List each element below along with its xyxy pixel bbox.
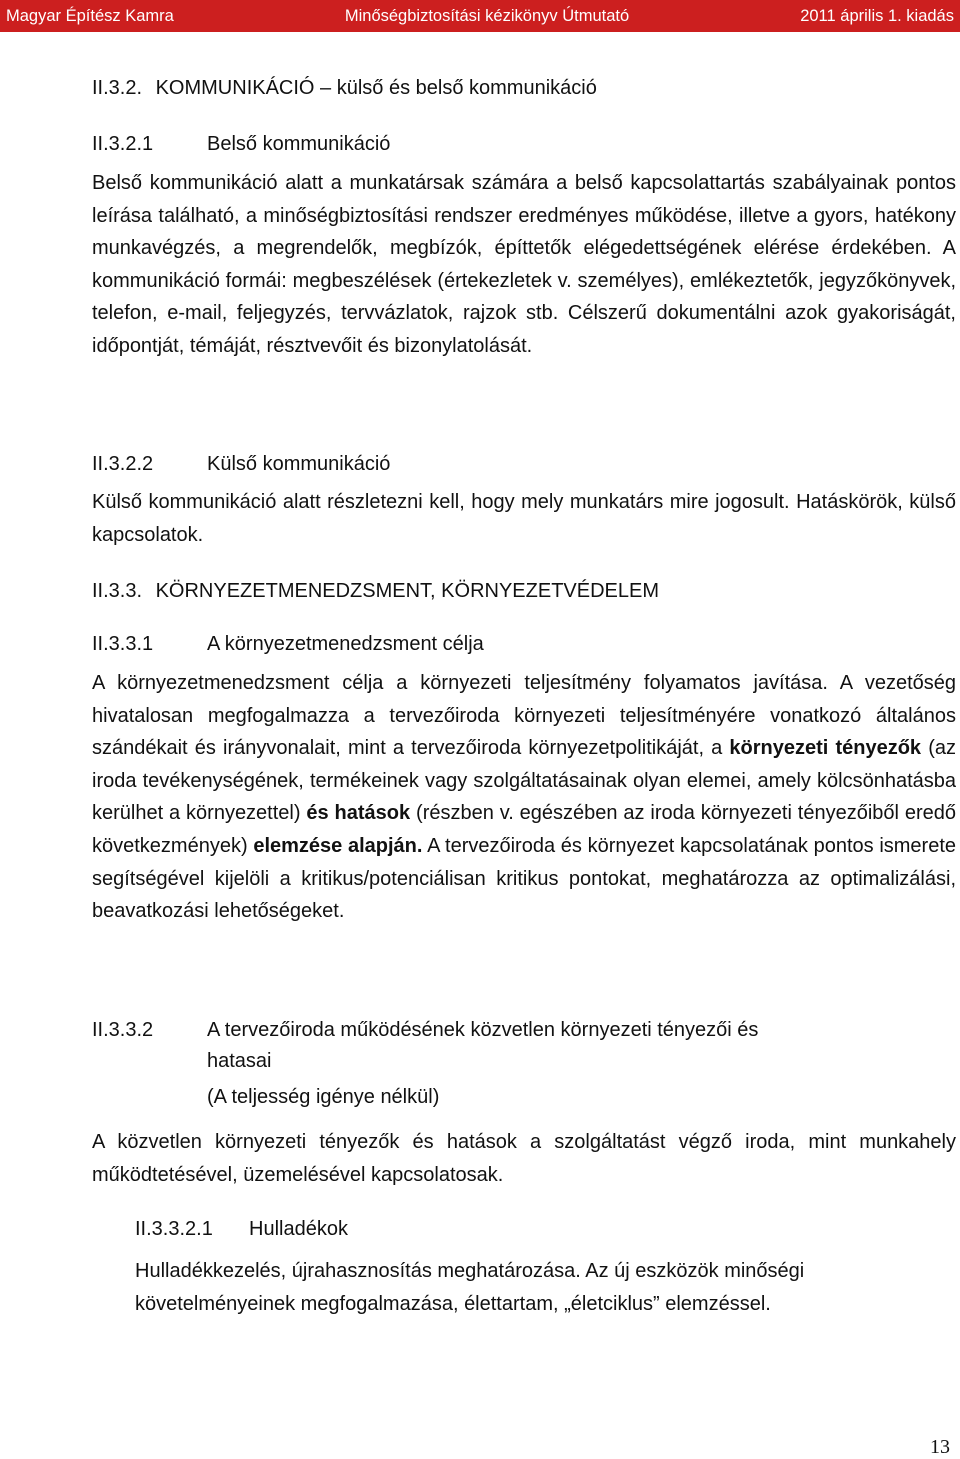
paragraph-kozvetlen-tenyezok: A közvetlen környezeti tényezők és hatások a szolgáltatást végző iroda, mint munkahely működtetésével, üzemelésével kapcsolatosak. bbox=[92, 1131, 956, 1186]
header-document-title: Minőségbiztosítási kézikönyv Útmutató bbox=[344, 6, 630, 25]
page-header bbox=[0, 0, 960, 32]
text-run: (részben v. egészében az iroda környezeti tényezőiből eredő következmények) bbox=[92, 802, 957, 857]
subsection-title-line1: A tervezőiroda működésének közvetlen környezeti tényezői és bbox=[207, 1019, 759, 1041]
bold-term: és hatások bbox=[306, 802, 411, 825]
subsection-number: II.3.2.2 bbox=[92, 453, 154, 475]
section-number: II.3.3. bbox=[92, 580, 143, 602]
section-title: KOMMUNIKÁCIÓ – külső és belső kommunikáció bbox=[155, 77, 597, 99]
text-run: (az iroda tevékenységének, termékeinek vagy szolgáltatásainak olyan elemei, amely kölcsönhatásba kerülhet a környezettel) bbox=[92, 737, 956, 825]
page-number: 13 bbox=[930, 1436, 950, 1458]
paragraph-kornyezetmenedzsment-celja bbox=[92, 667, 956, 928]
subsection-title-line2: hatasai bbox=[207, 1050, 272, 1072]
section-number: II.3.2. bbox=[92, 77, 143, 99]
bold-term: környezeti tényezők bbox=[729, 737, 922, 760]
subsection-note: (A teljesség igénye nélkül) bbox=[207, 1086, 440, 1108]
subsection-title-hulladekok: Hulladékok bbox=[249, 1218, 348, 1240]
paragraph-belso-kommunikacio: Belső kommunikáció alatt a munkatársak számára a belső kapcsolattartás szabályainak pontos leírása található, a minőségbiztosítási rendszer eredményes működése, illetve a gyors, hatékony munkavégzés, a megrendelők, megbízók, építtetők elégedettségének elérése érdekében. A kommunikáció formái: megbeszélések (értekezletek v. személyes), emlékeztetők, jegyzőkönyvek, telefon, e-mail, feljegyzés, tervvázlatok, rajzok stb. Célszerű dokumentálni azok gyakoriságát, időpontját, témáját, résztvevőit és bizonylatolását. bbox=[92, 172, 956, 357]
subsection-title-belso: Belső kommunikáció bbox=[207, 133, 391, 155]
subsection-number: II.3.3.2 bbox=[92, 1019, 154, 1041]
section-title: KÖRNYEZETMENEDZSMENT, KÖRNYEZETVÉDELEM bbox=[155, 580, 659, 602]
text-run: A környezetmenedzsment célja a környezeti teljesítmény folyamatos javítása. A vezetőség hivatalosan megfogalmazza a tervezőiroda környezeti teljesítményére vonatkozó általános szándékait és irányvonalait, mint a tervezőiroda környezetpolitikáját, a bbox=[92, 672, 956, 760]
header-edition: 2011 április 1. kiadás bbox=[800, 6, 954, 25]
section-heading-kommunikacio bbox=[92, 72, 597, 105]
section-heading-kornyezetmenedzsment bbox=[92, 575, 659, 608]
bold-term: elemzése alapján. bbox=[253, 834, 423, 857]
text-run: A tervezőiroda és környezet kapcsolatának pontos ismerete segítségével kijelöli a kritikus/potenciálisan kritikus pontokat, meghatározza az optimalizálási, beavatkozási lehetőségeket. bbox=[92, 834, 957, 923]
subsection-title-kulso: Külső kommunikáció bbox=[207, 453, 391, 475]
subsection-number: II.3.3.1 bbox=[92, 633, 154, 655]
subsection-title-cel: A környezetmenedzsment célja bbox=[207, 633, 484, 655]
paragraph-hulladekok: Hulladékkezelés, újrahasznosítás meghatározása. Az új eszközök minőségi követelményeinek megfogalmazása, élettartam, „életciklus” elemzéssel. bbox=[135, 1260, 805, 1315]
subsection-number: II.3.3.2.1 bbox=[135, 1218, 213, 1240]
header-organization: Magyar Építész Kamra bbox=[6, 6, 174, 25]
subsection-number: II.3.2.1 bbox=[92, 133, 154, 155]
paragraph-kulso-kommunikacio: Külső kommunikáció alatt részletezni kell, hogy mely munkatárs mire jogosult. Hatáskörök, külső kapcsolatok. bbox=[92, 491, 956, 546]
